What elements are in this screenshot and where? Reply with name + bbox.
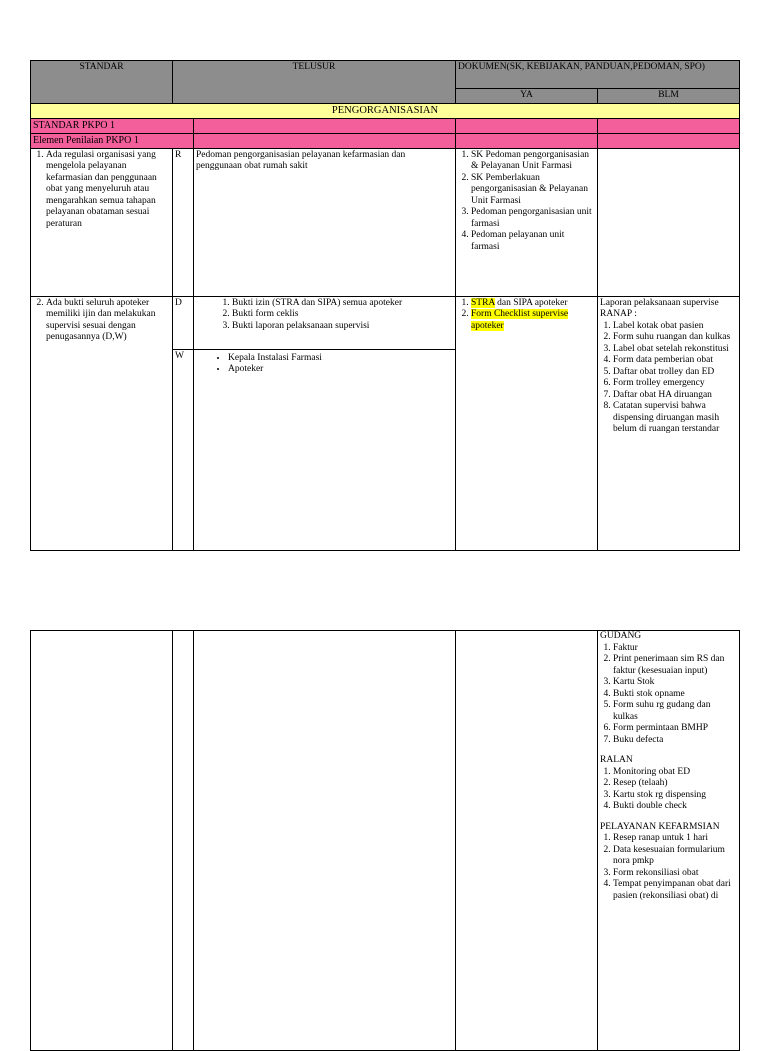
row1-ya-list: [458, 150, 595, 254]
list-item: 3. Pedoman pengorganisasian unit farmasi: [471, 207, 595, 230]
row1-standar-text: 1. Ada regulasi organisasi yang mengelola pelayanan kefarmasian dan penggunaan obat yang menyeluruh atau mengarahkan semua tahapan pelayanan obatаman sesuai peraturan: [46, 150, 170, 231]
list-item: 2. SK Pemberlakuan pengorganisasian & Pelayanan Unit Farmasi: [471, 173, 595, 208]
list-item: 1. Monitoring obat ED: [613, 767, 737, 779]
row2-code-w: W: [173, 349, 193, 364]
list-item: 2. Bukti form ceklis: [232, 309, 453, 321]
table-row: [31, 631, 740, 1051]
highlight-text: Form Checklist supervise apoteker: [471, 309, 569, 331]
pelayanan-title: PELAYANAN KEFARMSIAN: [600, 821, 720, 832]
assessment-table-page1: [30, 60, 740, 551]
row2-code-d: D: [175, 297, 182, 308]
ralan-title: RALAN: [600, 755, 633, 765]
elemen-label: Elemen Penilaian PKPO 1: [31, 133, 194, 148]
list-item: 1. Label kotak obat pasien: [613, 321, 737, 333]
list-item: 6. Form permintaan BMHP: [613, 723, 737, 735]
row2-blm: [598, 296, 740, 550]
list-item: 5. Daftar obat trolley dan ED: [613, 367, 737, 379]
blm-intro: Laporan pelaksanaan supervise: [600, 297, 719, 308]
header-blm: BLM: [598, 89, 740, 104]
list-item: • Apoteker: [228, 364, 453, 376]
list-item: 2. Print penerimaan sim RS dan faktur (kesesuaian input): [613, 654, 737, 677]
header-ya: YA: [456, 89, 598, 104]
row2-standar-text: 2. Ada bukti seluruh apoteker memiliki ijin dan melakukan supervisi sesuai dengan penugasannya (D,W): [46, 298, 170, 344]
section-title: PENGORGANISASIAN: [31, 103, 740, 118]
list-item: 8. Catatan supervisi bahwa dispensing diruangan masih belum di ruangan terstandar: [613, 401, 737, 436]
list-item: 3. Kartu Stok: [613, 677, 737, 689]
ralan-list: [600, 767, 737, 813]
list-item: 1. Bukti izin (STRA dan SIPA) semua apoteker: [232, 298, 453, 310]
list-item: 7. Daftar obat HA diruangan: [613, 390, 737, 402]
ranap-list: [600, 321, 737, 436]
assessment-table-page2: [30, 630, 740, 1051]
list-item: 3. Kartu stok rg dispensing: [613, 790, 737, 802]
list-item: 1. SK Pedoman pengorganisasian & Pelayanan Unit Farmasi: [471, 150, 595, 173]
header-telusur: TELUSUR: [173, 61, 456, 104]
list-item: 1. Resep ranap untuk 1 hari: [613, 833, 737, 845]
header-standar: STANDAR: [31, 61, 173, 104]
list-item: 4. Form data pemberian obat: [613, 355, 737, 367]
elemen-row: [31, 133, 740, 148]
list-item: 3. Bukti laporan pelaksanaan supervisi: [232, 321, 453, 333]
header-row: [31, 61, 740, 89]
list-item: • Kepala Instalasi Farmasi: [228, 353, 453, 365]
list-item: 2. Form suhu ruangan dan kulkas: [613, 332, 737, 344]
row2-telusur-w-list: [196, 353, 453, 376]
list-item: 4. Bukti double check: [613, 801, 737, 813]
row2-codes: [173, 296, 194, 550]
row2-ya: [456, 296, 598, 550]
table-row: [31, 296, 740, 550]
row1-telusur: Pedoman pengorganisasian pelayanan kefarmasian dan penggunaan obat rumah sakit: [194, 148, 456, 296]
list-item: 6. Form trolley emergency: [613, 378, 737, 390]
gudang-title: GUDANG: [600, 631, 642, 641]
list-item: 2. Resep (telaah): [613, 778, 737, 790]
row1-ya: [456, 148, 598, 296]
list-item: 4. Pedoman pelayanan unit farmasi: [471, 230, 595, 253]
row1-blm: [598, 148, 740, 296]
standar-label: STANDAR PKPO 1: [31, 118, 194, 133]
page2-blm: [598, 631, 740, 1051]
row2-telusur: [194, 296, 456, 550]
standar-row: [31, 118, 740, 133]
list-item: 5. Form suhu rg gudang dan kulkas: [613, 700, 737, 723]
row2-telusur-d-list: [196, 298, 453, 333]
list-item: 4. Tempat penyimpanan obat dari pasien (rekonsiliasi obat) di: [613, 879, 737, 902]
section-row: [31, 103, 740, 118]
ranap-title: RANAP :: [600, 309, 637, 319]
list-item: 2. Data kesesuaian formularium nora pmkp: [613, 845, 737, 868]
list-item: 1. STRA dan SIPA apoteker: [471, 298, 595, 310]
list-item: 4. Bukti stok opname: [613, 689, 737, 701]
row2-standar: [31, 296, 173, 550]
list-item: 3. Form rekonsiliasi obat: [613, 868, 737, 880]
row2-ya-list: [458, 298, 595, 333]
header-dokumen: DOKUMEN(SK, KEBIJAKAN, PANDUAN,PEDOMAN, SPO): [456, 61, 740, 89]
row1-code: R: [173, 148, 194, 296]
table-row: [31, 148, 740, 296]
gudang-list: [600, 643, 737, 747]
list-item: 7. Buku defecta: [613, 735, 737, 747]
pelayanan-list: [600, 833, 737, 902]
row1-standar: [31, 148, 173, 296]
list-item: 1. Faktur: [613, 643, 737, 655]
highlight-text: STRA: [471, 297, 495, 308]
list-item: 3. Label obat setelah rekonstitusi: [613, 344, 737, 356]
list-item: [471, 309, 595, 332]
